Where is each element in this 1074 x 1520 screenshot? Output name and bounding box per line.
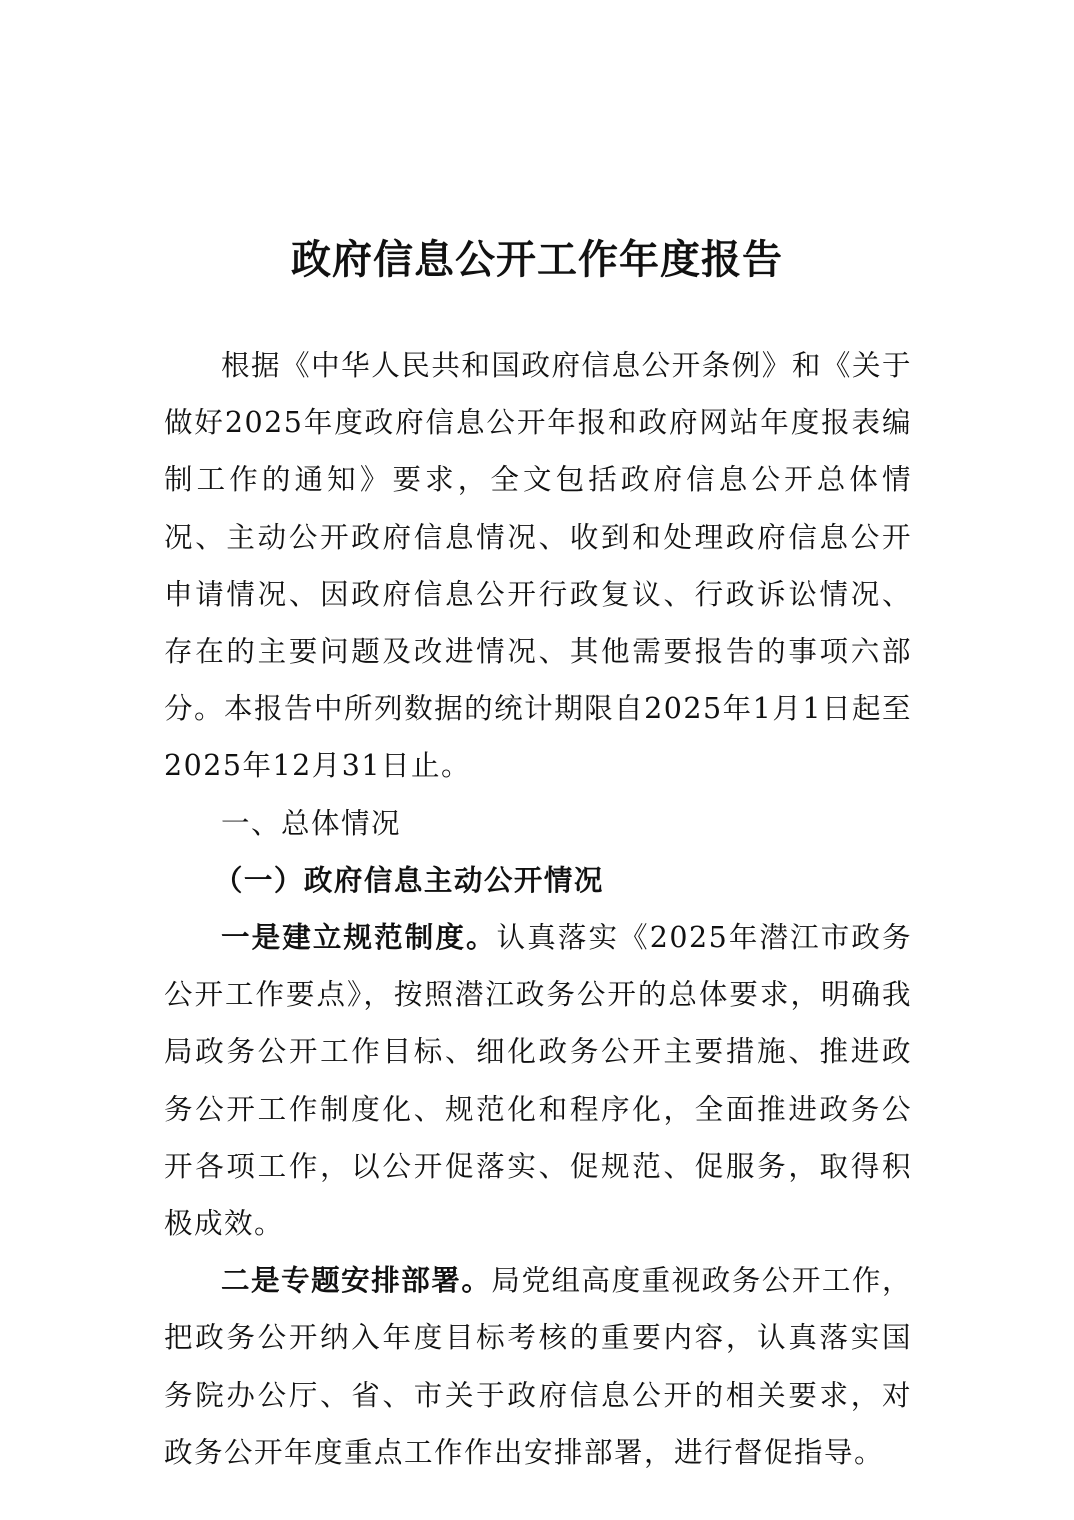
paragraph-body: 局党组高度重视政务公开工作，把政务公开纳入年度目标考核的重要内容，认真落实国务院办公厅、省、市关于政府信息公开的相关要求，对政务公开年度重点工作作出安排部署，进行督促指导。 <box>164 1264 912 1469</box>
paragraph-special-arrangement <box>164 1252 912 1481</box>
paragraph-establish-system <box>164 909 912 1252</box>
intro-paragraph: 根据《中华人民共和国政府信息公开条例》和《关于做好2025年度政府信息公开年报和政府网站年度报表编制工作的通知》要求，全文包括政府信息公开总体情况、主动公开政府信息情况、收到和处理政府信息公开申请情况、因政府信息公开行政复议、行政诉讼情况、存在的主要问题及改进情况、其他需要报告的事项六部分。本报告中所列数据的统计期限自2025年1月1日起至2025年12月31日止。 <box>164 349 912 783</box>
document-body <box>164 337 912 1481</box>
document-title: 政府信息公开工作年度报告 <box>291 236 783 283</box>
paragraph-body: 认真落实《2025年潜江市政务公开工作要点》，按照潜江政务公开的总体要求，明确我局政务公开工作目标、细化政务公开主要措施、推进政务公开工作制度化、规范化和程序化，全面推进政务公开各项工作，以公开促落实、促规范、促服务，取得积极成效。 <box>164 921 912 1241</box>
subsection-heading-active-disclosure: （一）政府信息主动公开情况 <box>213 862 604 897</box>
section-heading-overall: 一、总体情况 <box>221 806 402 840</box>
paragraph-lead: 一是建立规范制度。 <box>221 920 497 955</box>
paragraph-lead: 二是专题安排部署。 <box>221 1263 492 1298</box>
